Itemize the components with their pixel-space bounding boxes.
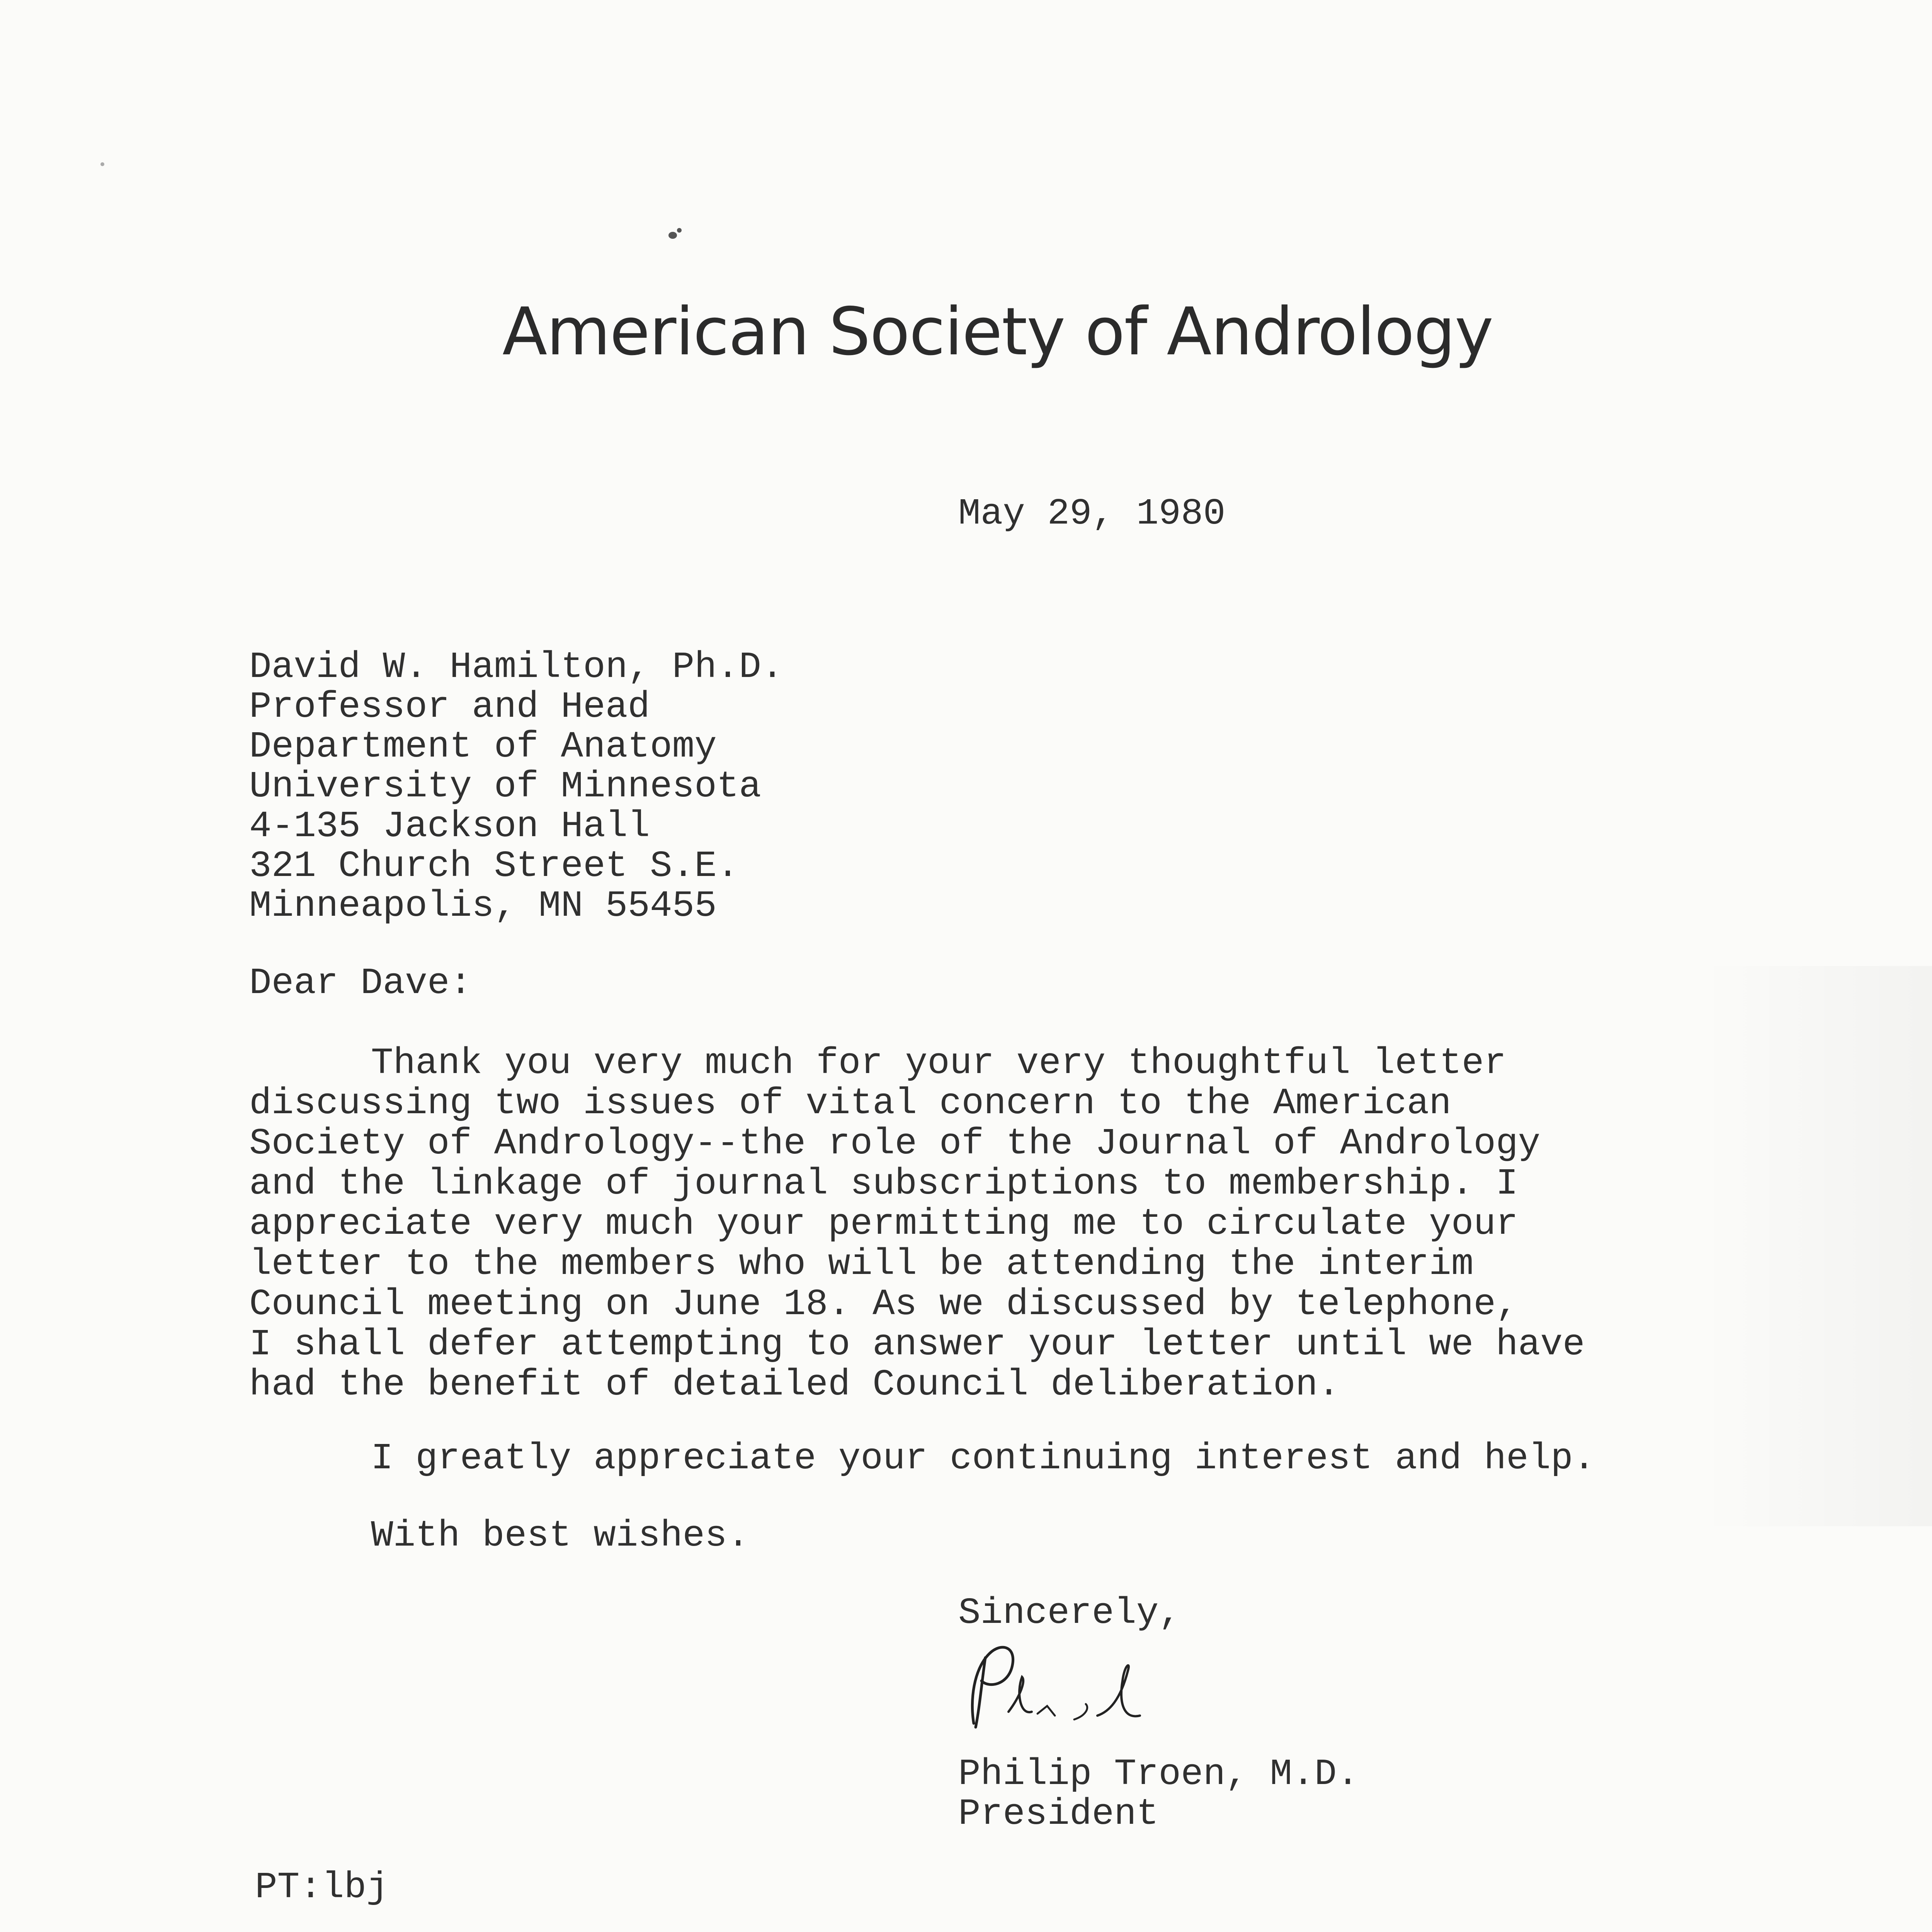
body-line: had the benefit of detailed Council deliberation. <box>249 1364 1340 1406</box>
signer-block <box>958 1754 1359 1834</box>
signer-name: Philip Troen, M.D. <box>958 1753 1359 1795</box>
body-paragraph-2: I greatly appreciate your continuing interest and help. <box>371 1437 1595 1480</box>
body-line: letter to the members who will be attending the interim <box>249 1243 1474 1285</box>
paper-speck <box>668 232 677 239</box>
recipient-address <box>249 647 784 926</box>
address-line: 4-135 Jackson Hall <box>249 805 650 847</box>
body-line: Council meeting on June 18. As we discussed by telephone, <box>249 1283 1518 1325</box>
signer-title: President <box>958 1793 1159 1835</box>
body-line: appreciate very much your permitting me to circulate your <box>249 1203 1518 1245</box>
address-line: Department of Anatomy <box>249 726 717 768</box>
letterhead-title: American Society of Andrology <box>502 294 1493 370</box>
body-line: and the linkage of journal subscriptions to membership. I <box>249 1163 1518 1205</box>
body-line: Thank you very much for your very thoughtful letter <box>371 1042 1507 1084</box>
body-line: discussing two issues of vital concern to the American <box>249 1082 1451 1124</box>
body-paragraph-1 <box>249 1043 1679 1405</box>
letter-date: May 29, 1980 <box>958 493 1226 535</box>
address-line: David W. Hamilton, Ph.D. <box>249 646 784 688</box>
body-paragraph-3: With best wishes. <box>371 1515 750 1557</box>
typist-initials: PT:lbj <box>255 1866 389 1908</box>
paper-crease <box>1700 966 1932 1526</box>
address-line: 321 Church Street S.E. <box>249 845 739 887</box>
signature-image <box>958 1623 1159 1747</box>
address-line: Minneapolis, MN 55455 <box>249 885 717 927</box>
address-line: Professor and Head <box>249 686 650 728</box>
address-line: University of Minnesota <box>249 765 762 808</box>
paper-speck <box>677 228 682 233</box>
salutation: Dear Dave: <box>249 962 472 1004</box>
closing: Sincerely, <box>958 1592 1181 1634</box>
body-line: Society of Andrology--the role of the Journal of Andrology <box>249 1122 1541 1165</box>
body-line: I shall defer attempting to answer your letter until we have <box>249 1323 1585 1366</box>
paper-speck <box>100 162 104 166</box>
